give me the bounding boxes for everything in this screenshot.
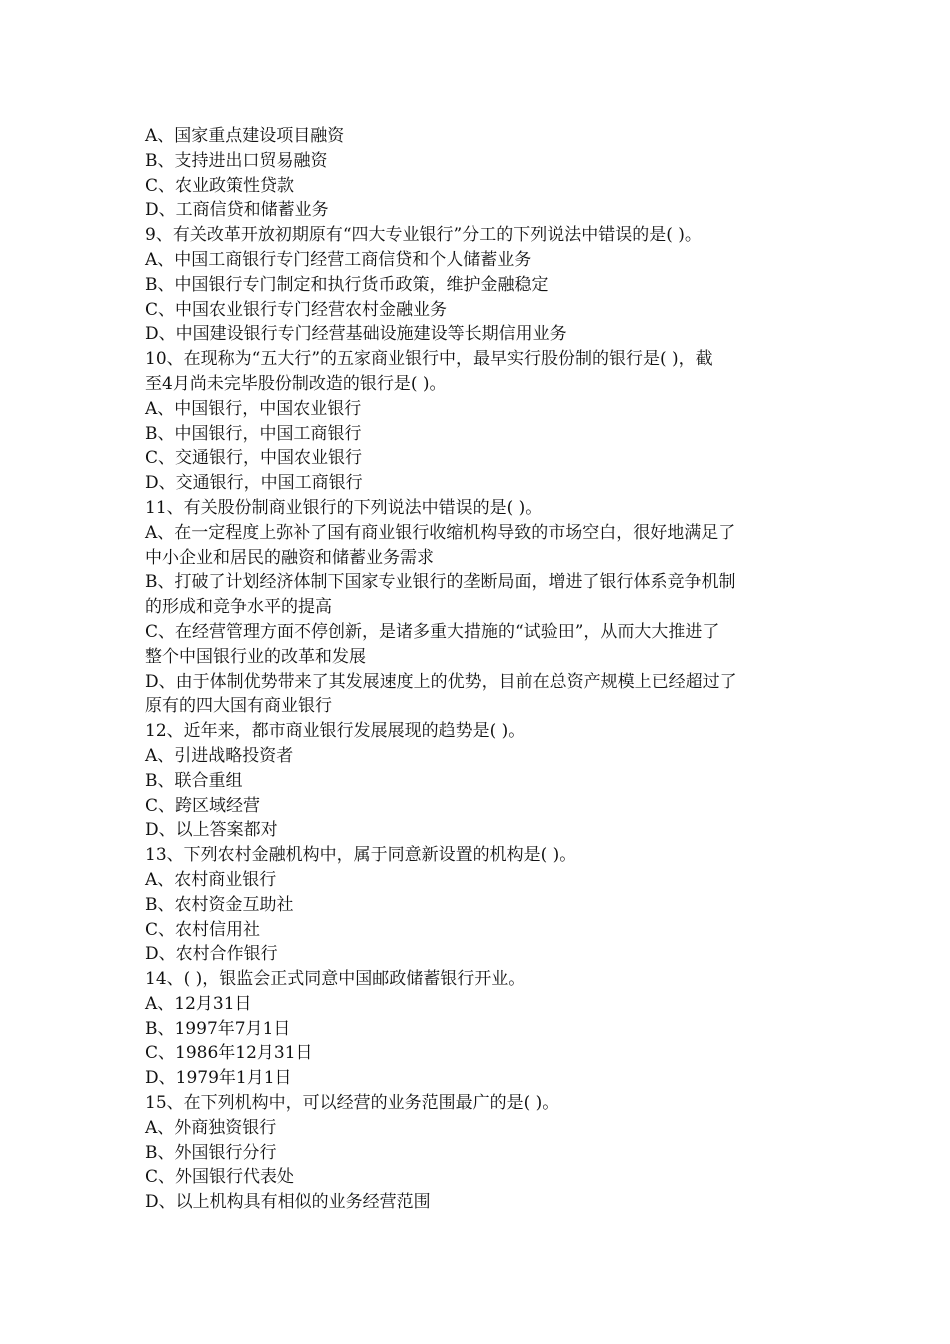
- option-d: [145, 322, 813, 347]
- question-stem: 14、( )，银监会正式同意中国邮政储蓄银行开业。: [145, 969, 526, 990]
- option-a: [145, 992, 813, 1017]
- option-text: B、农村资金互助社: [145, 894, 294, 915]
- question-stem: 12、近年来，都市商业银行发展展现的趋势是( )。: [145, 721, 526, 742]
- option-b: [145, 273, 813, 298]
- option-d: [145, 1066, 813, 1091]
- option-text: A、12月31日: [145, 993, 252, 1014]
- option-a: [145, 868, 813, 893]
- option-text: C、农村信用社: [145, 919, 261, 940]
- option-b: [145, 149, 813, 174]
- option-text: 的形成和竞争水平的提高: [145, 597, 332, 618]
- option-text: A、农村商业银行: [145, 869, 277, 890]
- option-text: B、1997年7月1日: [145, 1018, 291, 1039]
- option-d: [145, 818, 813, 843]
- question-stem: 至4月尚未完毕股份制改造的银行是( )。: [145, 373, 447, 394]
- question-14: [145, 967, 813, 992]
- option-text: D、以上答案都对: [145, 820, 278, 841]
- question-10: [145, 347, 813, 397]
- option-c: [145, 174, 813, 199]
- option-text: D、交通银行，中国工商银行: [145, 473, 363, 494]
- option-c: [145, 1041, 813, 1066]
- option-text: A、国家重点建设项目融资: [145, 126, 345, 146]
- option-b: [145, 1141, 813, 1166]
- option-b: [145, 422, 813, 447]
- option-d: [145, 471, 813, 496]
- question-15: [145, 1091, 813, 1116]
- option-c: [145, 446, 813, 471]
- option-text: A、中国银行，中国农业银行: [145, 398, 362, 419]
- option-text: D、以上机构具有相似的业务经营范围: [145, 1192, 431, 1213]
- option-b: [145, 893, 813, 918]
- option-a: [145, 124, 813, 149]
- question-13: [145, 843, 813, 868]
- option-a: [145, 1116, 813, 1141]
- question-stem: 9、有关改革开放初期原有“四大专业银行”分工的下列说法中错误的是( )。: [145, 225, 702, 246]
- option-text: B、中国银行，中国工商银行: [145, 423, 362, 444]
- question-stem: 10、在现称为“五大行”的五家商业银行中，最早实行股份制的银行是( )，截: [145, 349, 713, 370]
- option-b: [145, 1017, 813, 1042]
- option-d: [145, 942, 813, 967]
- option-text: B、打破了计划经济体制下国家专业银行的垄断局面，增进了银行体系竞争机制: [145, 572, 736, 593]
- option-c: [145, 1165, 813, 1190]
- option-text: A、外商独资银行: [145, 1117, 277, 1138]
- option-a: [145, 397, 813, 422]
- option-text: A、引进战略投资者: [145, 745, 294, 766]
- question-11: [145, 496, 813, 521]
- option-text: B、外国银行分行: [145, 1142, 277, 1163]
- option-text: C、外国银行代表处: [145, 1167, 295, 1188]
- question-stem: 11、有关股份制商业银行的下列说法中错误的是( )。: [145, 497, 543, 518]
- option-text: 整个中国银行业的改革和发展: [145, 646, 366, 667]
- option-c: [145, 620, 813, 670]
- option-d: [145, 198, 813, 223]
- option-text: D、工商信贷和储蓄业务: [145, 200, 329, 221]
- option-text: C、农业政策性贷款: [145, 175, 295, 196]
- option-text: B、中国银行专门制定和执行货币政策，维护金融稳定: [145, 274, 549, 295]
- option-text: B、支持进出口贸易融资: [145, 150, 328, 171]
- question-stem: 15、在下列机构中，可以经营的业务范围最广的是( )。: [145, 1093, 560, 1114]
- option-text: B、联合重组: [145, 770, 243, 791]
- option-text: D、由于体制优势带来了其发展速度上的优势，目前在总资产规模上已经超过了: [145, 671, 737, 692]
- option-b: [145, 570, 813, 620]
- option-b: [145, 769, 813, 794]
- option-a: [145, 248, 813, 273]
- option-d: [145, 670, 813, 720]
- question-12: [145, 719, 813, 744]
- option-text: C、跨区域经营: [145, 795, 261, 816]
- question-9: [145, 223, 813, 248]
- option-text: A、在一定程度上弥补了国有商业银行收缩机构导致的市场空白，很好地满足了: [145, 522, 736, 543]
- option-a: [145, 521, 813, 571]
- option-d: [145, 1190, 813, 1215]
- document-body: [145, 124, 813, 1215]
- option-c: [145, 918, 813, 943]
- option-c: [145, 794, 813, 819]
- option-text: D、农村合作银行: [145, 944, 278, 965]
- question-stem: 13、下列农村金融机构中，属于同意新设置的机构是( )。: [145, 845, 577, 866]
- option-text: C、在经营管理方面不停创新，是诸多重大措施的“试验田”，从而大大推进了: [145, 621, 720, 642]
- option-c: [145, 298, 813, 323]
- option-text: C、交通银行，中国农业银行: [145, 448, 363, 469]
- option-text: C、中国农业银行专门经营农村金融业务: [145, 299, 448, 320]
- option-text: D、中国建设银行专门经营基础设施建设等长期信用业务: [145, 324, 567, 345]
- option-text: C、1986年12月31日: [145, 1043, 313, 1064]
- option-text: 中小企业和居民的融资和储蓄业务需求: [145, 547, 434, 568]
- option-a: [145, 744, 813, 769]
- option-text: 原有的四大国有商业银行: [145, 696, 332, 717]
- option-text: D、1979年1月1日: [145, 1068, 292, 1089]
- option-text: A、中国工商银行专门经营工商信贷和个人储蓄业务: [145, 249, 532, 270]
